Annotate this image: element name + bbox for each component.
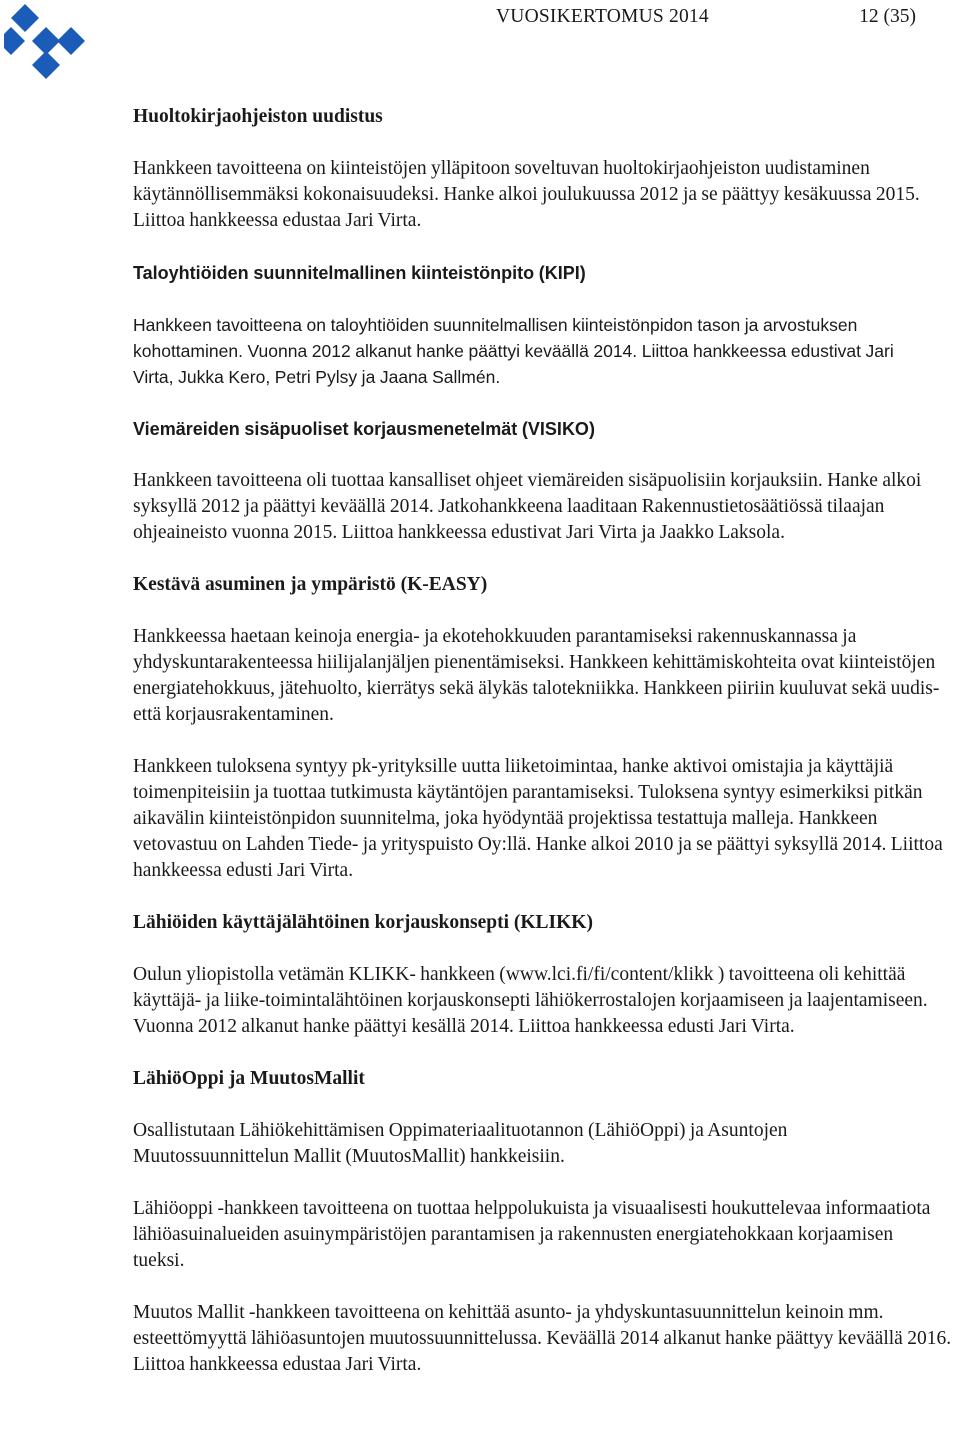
running-header: [496, 4, 916, 30]
section-heading-klikk: Lähiöiden käyttäjälähtöinen korjauskonsepti (KLIKK): [133, 912, 593, 933]
section-paragraph: Muutos Mallit -hankkeen tavoitteena on kehittää asunto- ja yhdyskuntasuunnittelun keinoin mm. esteettömyyttä lähiöasuntojen muutossuunnittelussa. Keväällä 2014 alkanut hanke päättyy keväällä 2016. Liittoa hankkeessa edustaa Jari Virta.: [133, 1302, 952, 1375]
section-heading-kipi: Taloyhtiöiden suunnitelmallinen kiinteistönpito (KIPI): [133, 263, 586, 283]
section-paragraph: Lähiöoppi -hankkeen tavoitteena on tuottaa helppolukuista ja visuaalisesti houkuttelevaa informaatiota lähiöasuinalueiden asuinympäristöjen parantamisen ja rakennusten energiatehokkaan korjaamisen tueksi.: [133, 1198, 931, 1271]
section-paragraph: Hankkeen tavoitteena on kiinteistöjen ylläpitoon soveltuvan huoltokirjaohjeiston uudistaminen käytännöllisemmäksi kokonaisuudeksi. Hanke alkoi joulukuussa 2012 ja se päättyy kesäkuussa 2015. Liittoa hankkeessa edustaa Jari Virta.: [133, 158, 920, 231]
section-heading-lahio-oppi: LähiöOppi ja MuutosMallit: [133, 1068, 365, 1089]
section-paragraph: Osallistutaan Lähiökehittämisen Oppimateriaalituotannon (LähiöOppi) ja Asuntojen Muutossuunnittelun Mallit (MuutosMallit) hankkeisiin.: [133, 1120, 788, 1167]
document-title: VUOSIKERTOMUS 2014: [496, 6, 709, 27]
document-body: [133, 104, 960, 1378]
diamond-cluster-logo-icon: [4, 4, 86, 80]
section-paragraph: Oulun yliopistolla vetämän KLIKK- hankkeen (www.lci.fi/fi/content/klikk ) tavoitteena oli kehittää käyttäjä- ja liike-toimintalähtöinen korjauskonsepti lähiökerrostalojen korjaamiseen ja laajentamiseen. Vuonna 2012 alkanut hanke päättyi kesällä 2014. Liittoa hankkeessa edusti Jari Virta.: [133, 964, 928, 1037]
section-paragraph: Hankkeen tavoitteena oli tuottaa kansalliset ohjeet viemäreiden sisäpuolisiin korjauksiin. Hanke alkoi syksyllä 2012 ja päättyi keväällä 2014. Jatkohankkeena laaditaan Rakennustietosäätiössä tilaajan ohjeaineisto vuonna 2015. Liittoa hankkeessa edustivat Jari Virta ja Jaakko Laksola.: [133, 470, 922, 543]
page-number: 12 (35): [859, 6, 916, 27]
section-paragraph: Hankkeen tavoitteena on taloyhtiöiden suunnitelmallisen kiinteistönpidon tason ja arvostuksen kohottaminen. Vuonna 2012 alkanut hanke päättyi keväällä 2014. Liittoa hankkeessa edustivat Jari Virta, Jukka Kero, Petri Pylsy ja Jaana Sallmén.: [133, 315, 894, 387]
section-paragraph: Hankkeen tuloksena syntyy pk-yrityksille uutta liiketoimintaa, hanke aktivoi omistajia ja käyttäjiä toimenpiteisiin ja tuottaa tutkimusta käytäntöjen parantamiseksi. Tuloksena syntyy esimerkiksi pitkän aikavälin kiinteistönpidon suunnitelma, joka hyödyntää projektissa testattuja malleja. Hankkeen vetovastuu on Lahden Tiede- ja yrityspuisto Oy:llä. Hanke alkoi 2010 ja se päättyi syksyllä 2014. Liittoa hankkeessa edusti Jari Virta.: [133, 756, 943, 881]
section-heading-k-easy: Kestävä asuminen ja ympäristö (K-EASY): [133, 574, 488, 595]
section-paragraph: Hankkeessa haetaan keinoja energia- ja ekotehokkuuden parantamiseksi rakennuskannassa ja yhdyskuntarakenteessa hiilijalanjäljen pienentämiseksi. Hankkeen kehittämiskohteita ovat kiinteistöjen energiatehokkuus, jätehuolto, kierrätys sekä älykäs talotekniikka. Hankkeen piiriin kuuluvat sekä uudis- että korjausrakentaminen.: [133, 626, 940, 725]
section-heading-huoltokirja: Huoltokirjaohjeiston uudistus: [133, 106, 383, 127]
section-heading-visiko: Viemäreiden sisäpuoliset korjausmenetelmät (VISIKO): [133, 419, 595, 439]
